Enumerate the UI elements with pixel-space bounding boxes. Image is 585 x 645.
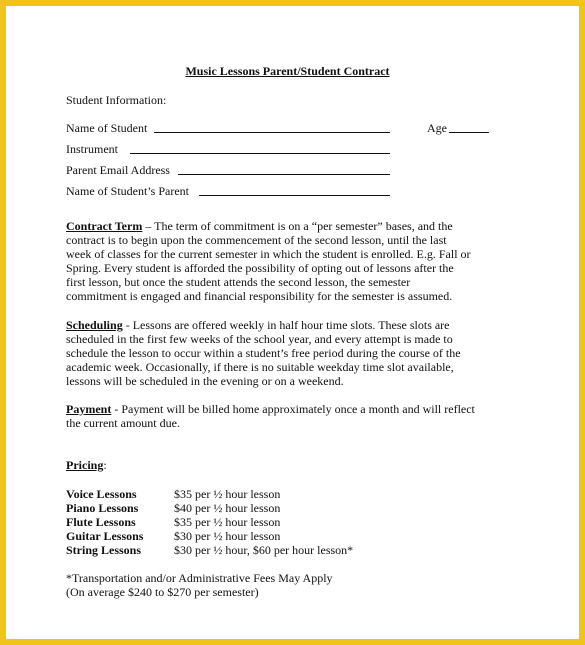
pricing-item: String Lessons	[66, 543, 142, 557]
age-field[interactable]	[449, 132, 489, 133]
paragraph-line: The term of commitment is on a “per semester” bases, and the	[154, 219, 453, 233]
pricing-cost: $30 per ½ hour, $60 per hour lesson*	[174, 543, 354, 557]
pricing-item: Guitar Lessons	[66, 529, 144, 543]
parent-email-field[interactable]	[178, 174, 390, 175]
paragraph-line: schedule the lesson to occur within a student’s free period during the course of the	[66, 346, 461, 360]
document-title: Music Lessons Parent/Student Contract	[185, 64, 390, 78]
paragraph-line: first lesson, but once the student attends the second lesson, the semester	[66, 275, 411, 289]
pricing-heading: Pricing	[66, 458, 104, 472]
payment-heading: Payment	[66, 402, 112, 416]
section-separator: -	[122, 318, 133, 332]
student-info-heading: Student Information:	[66, 93, 167, 107]
pricing-cost: $35 per ½ hour lesson	[174, 515, 281, 529]
page-frame	[6, 6, 579, 639]
pricing-heading-wrap	[66, 458, 107, 472]
paragraph-line: Spring. Every student is afforded the possibility of opting out of lessons after the	[66, 261, 454, 275]
instrument-field[interactable]	[130, 153, 390, 154]
section-separator: –	[142, 219, 155, 233]
pricing-item: Voice Lessons	[66, 487, 137, 501]
paragraph-line: scheduled in the first few weeks of the school year, and every attempt is made to	[66, 332, 453, 346]
pricing-cost: $30 per ½ hour lesson	[174, 529, 281, 543]
pricing-cost: $35 per ½ hour lesson	[174, 487, 281, 501]
paragraph-line: Lessons are offered weekly in half hour time slots. These slots are	[132, 318, 450, 332]
contract-term-heading: Contract Term	[66, 219, 143, 233]
paragraph-line: commitment is engaged and financial responsibility for the semester is assumed.	[66, 289, 453, 303]
payment-section	[66, 402, 511, 430]
contract-document	[6, 6, 579, 639]
age-label: Age	[427, 121, 447, 135]
pricing-item: Flute Lessons	[66, 515, 136, 529]
paragraph-line: Payment will be billed home approximately once a month and will reflect	[121, 402, 475, 416]
paragraph-line: week of classes for the current semester in which the student is enrolled. E.g. Fall or	[66, 247, 471, 261]
fees-footnote: *Transportation and/or Administrative Fees May Apply	[66, 571, 333, 585]
paragraph-line: academic week. Occasionally, if there is no suitable weekday time slot available,	[66, 360, 454, 374]
name-of-student-label: Name of Student	[66, 121, 148, 135]
paragraph-line: contract is to begin upon the commencement of the second lesson, until the last	[66, 233, 447, 247]
pricing-item: Piano Lessons	[66, 501, 139, 515]
parent-email-label: Parent Email Address	[66, 163, 170, 177]
section-separator: -	[111, 402, 122, 416]
paragraph-line: lessons will be scheduled in the evening or on a weekend.	[66, 374, 344, 388]
scheduling-section	[66, 318, 511, 388]
instrument-label: Instrument	[66, 142, 118, 156]
name-of-student-field[interactable]	[154, 132, 390, 133]
paragraph-line: the current amount due.	[66, 416, 180, 430]
pricing-colon: :	[103, 458, 107, 472]
average-footnote: (On average $240 to $270 per semester)	[66, 585, 259, 599]
scheduling-heading: Scheduling	[66, 318, 123, 332]
parent-name-label: Name of Student’s Parent	[66, 184, 189, 198]
pricing-cost: $40 per ½ hour lesson	[174, 501, 281, 515]
parent-name-field[interactable]	[199, 195, 390, 196]
contract-term-section	[66, 219, 511, 303]
